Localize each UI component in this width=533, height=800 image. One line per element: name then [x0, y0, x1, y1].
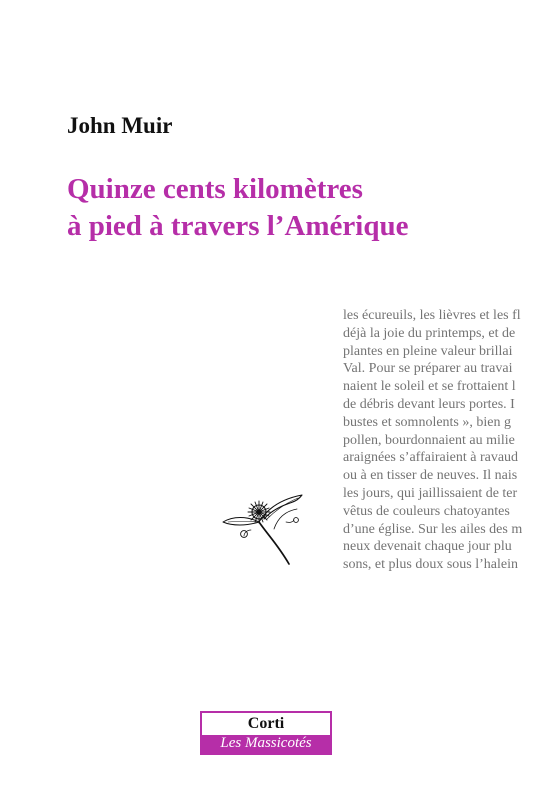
author-name: John Muir: [67, 113, 173, 138]
excerpt-line: naient le soleil et se frottaient l: [343, 379, 516, 395]
excerpt-line: neux devenait chaque jour plu: [343, 539, 512, 555]
excerpt-line: Val. Pour se préparer au travai: [343, 361, 513, 377]
title-line: Quinze cents kilomètres: [67, 173, 363, 205]
text-excerpt: [343, 307, 533, 574]
excerpt-line: les écureuils, les lièvres et les fl: [343, 308, 521, 323]
title-line: à pied à travers l’Amérique: [67, 210, 409, 242]
publisher-badge: [200, 711, 332, 755]
excerpt-line: les jours, qui jaillissaient de ter: [343, 485, 518, 501]
publisher-name: Corti: [247, 715, 285, 732]
excerpt-line: d’une église. Sur les ailes des m: [343, 521, 523, 537]
excerpt-line: déjà la joie du printemps, et de: [343, 325, 516, 341]
excerpt-line: plantes en pleine valeur brillai: [343, 343, 513, 359]
excerpt-line: pollen, bourdonnaient au milie: [343, 432, 515, 448]
excerpt-line: bustes et somnolents », bien g: [343, 414, 511, 430]
excerpt-line: vêtus de couleurs chatoyantes: [343, 503, 510, 519]
plant-sprig-icon: [220, 487, 316, 567]
excerpt-line: de débris devant leurs portes. I: [343, 396, 515, 412]
excerpt-line: sons, et plus doux sous l’halein: [343, 557, 518, 573]
excerpt-line: araignées s’affairaient à ravaud: [343, 450, 519, 466]
collection-name: Les Massicotés: [202, 735, 330, 753]
book-title: [67, 171, 409, 245]
excerpt-line: ou à en tisser de neuves. Il nais: [343, 468, 518, 484]
